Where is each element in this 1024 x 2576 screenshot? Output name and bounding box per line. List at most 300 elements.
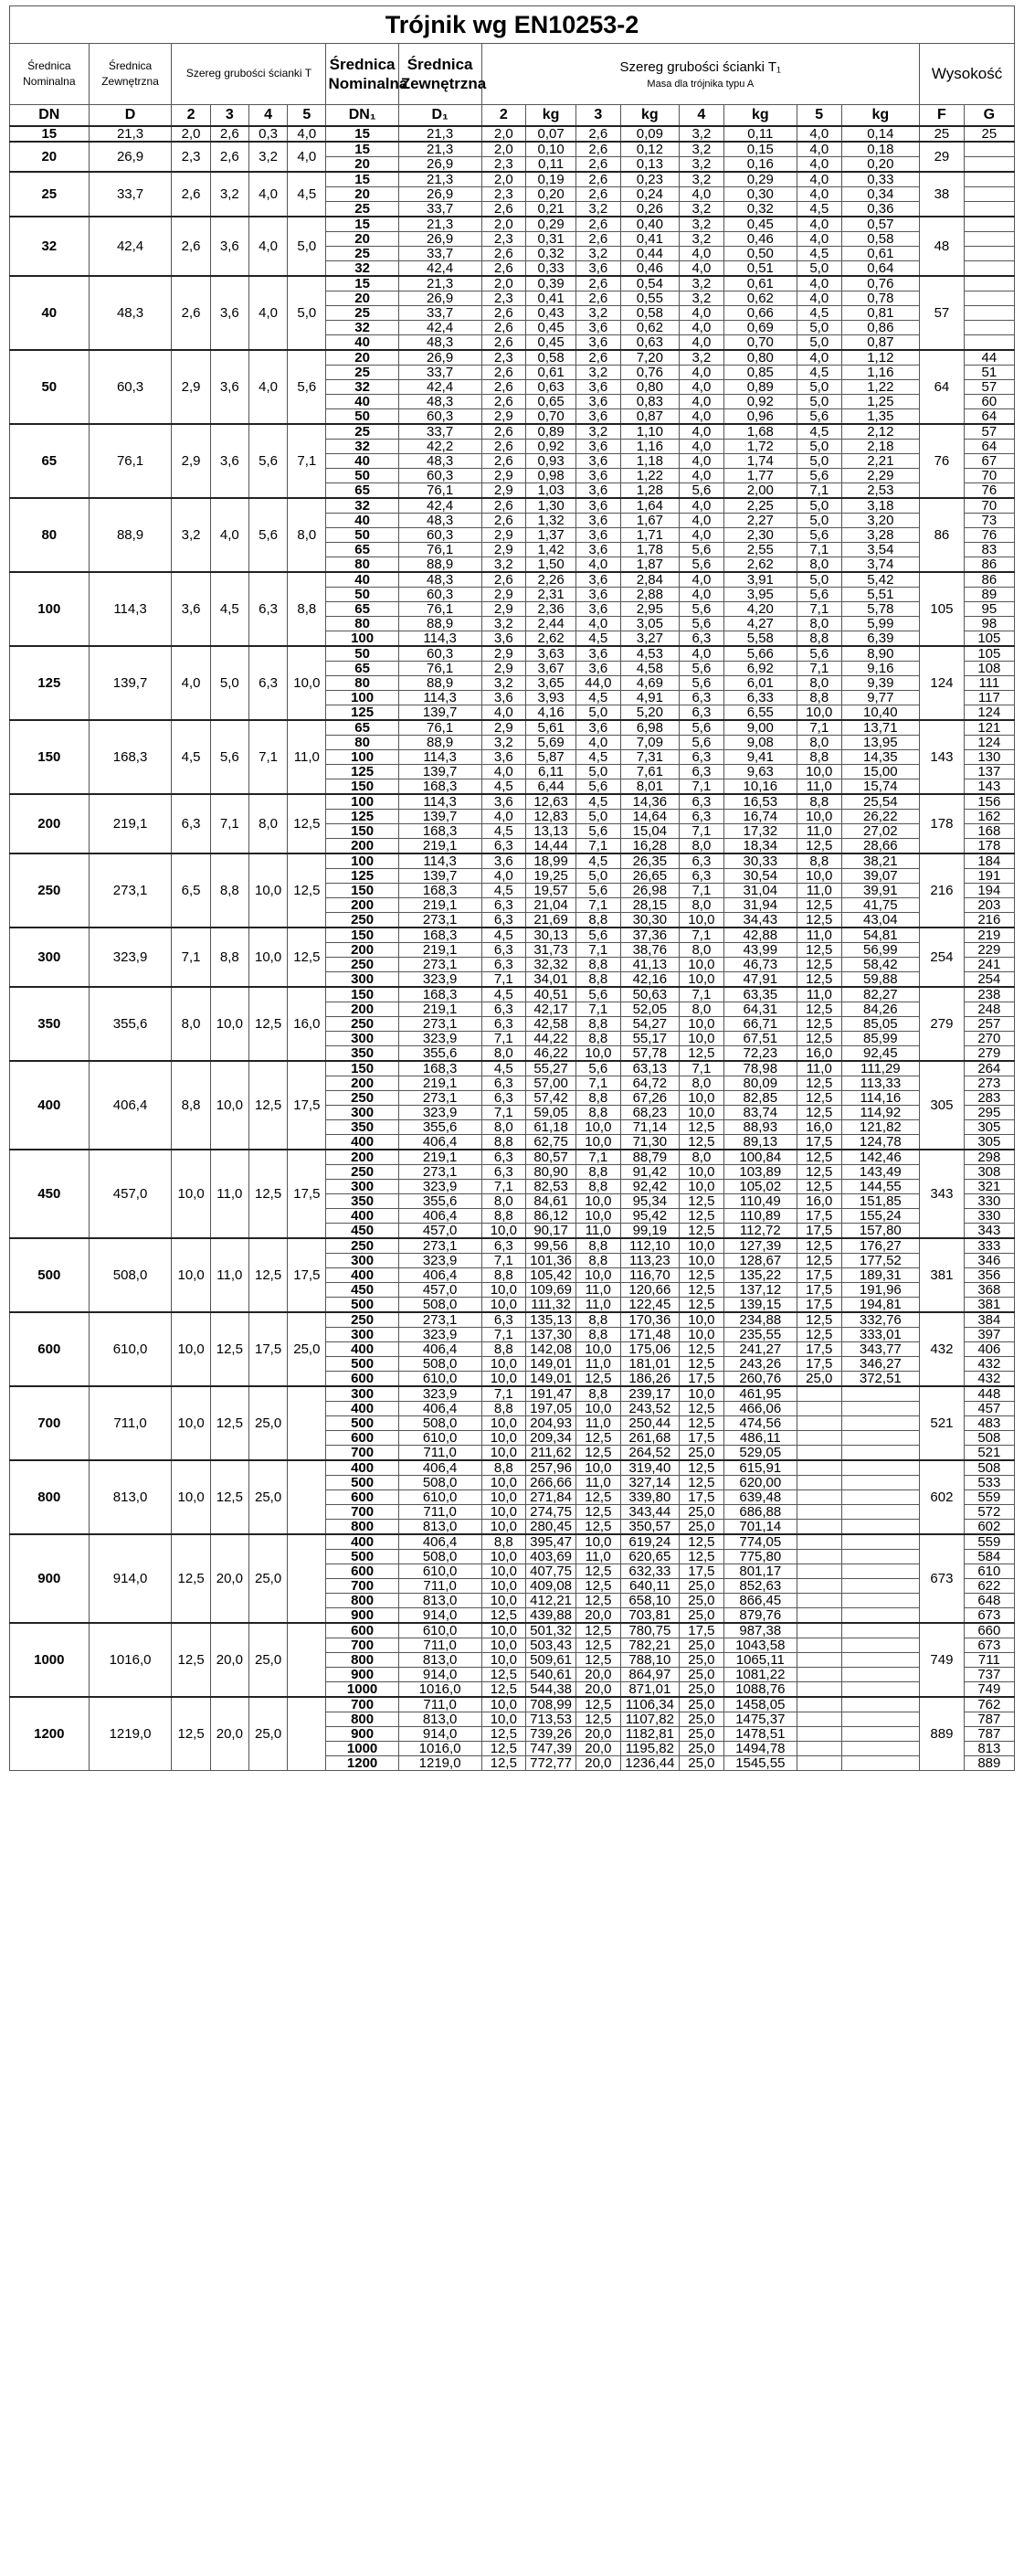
cell-val: 701,14	[723, 1520, 797, 1535]
cell-val: 6,11	[526, 765, 576, 779]
cell-g: 64	[964, 409, 1014, 425]
cell-t4: 4,0	[248, 350, 287, 424]
cell-val: 6,33	[723, 691, 797, 705]
cell-g: 749	[964, 1682, 1014, 1698]
cell-val: 25,0	[680, 1756, 724, 1771]
cell-val: 8,8	[797, 853, 841, 869]
cell-val: 2,6	[576, 350, 621, 366]
cell-val: 21,69	[526, 913, 576, 928]
cell-dn1: 350	[326, 1046, 398, 1062]
cell-val: 12,5	[481, 1756, 526, 1771]
cell-g: 76	[964, 483, 1014, 499]
header-szereg-t1-label: Szereg grubości ścianki T₁	[619, 58, 782, 75]
cell-dn1: 600	[326, 1372, 398, 1387]
cell-g: 305	[964, 1135, 1014, 1150]
cell-val: 7,1	[576, 898, 621, 913]
cell-g: 51	[964, 366, 1014, 380]
cell-val: 11,0	[797, 884, 841, 898]
cell-val: 13,71	[841, 720, 920, 736]
cell-val: 44,22	[526, 1032, 576, 1046]
cell-val: 7,1	[680, 1061, 724, 1076]
cell-val: 10,0	[576, 1268, 621, 1283]
cell-val	[841, 1653, 920, 1668]
col-dn1: DN₁	[326, 105, 398, 127]
cell-val: 3,93	[526, 691, 576, 705]
cell-val: 26,9	[398, 292, 481, 306]
cell-val: 4,0	[576, 617, 621, 631]
cell-val: 1,25	[841, 395, 920, 409]
cell-val: 0,10	[526, 142, 576, 157]
cell-val: 20,0	[576, 1756, 621, 1771]
cell-val: 0,46	[723, 232, 797, 247]
cell-t5: 4,0	[288, 142, 326, 172]
cell-val: 5,0	[576, 869, 621, 884]
cell-val: 10,0	[576, 1534, 621, 1550]
cell-val: 57,78	[620, 1046, 679, 1062]
cell-val: 12,5	[481, 1742, 526, 1756]
table-row	[10, 1150, 1015, 1165]
cell-val: 50,63	[620, 987, 679, 1002]
cell-val: 4,0	[797, 157, 841, 173]
cell-val: 20,0	[576, 1682, 621, 1698]
cell-val: 9,63	[723, 765, 797, 779]
cell-t3: 10,0	[210, 1061, 248, 1150]
cell-val: 135,13	[526, 1312, 576, 1328]
cell-g: 25	[964, 126, 1014, 142]
cell-val: 12,5	[797, 913, 841, 928]
cell-val: 26,98	[620, 884, 679, 898]
cell-dn1: 150	[326, 987, 398, 1002]
cell-g: 889	[964, 1756, 1014, 1771]
cell-val: 12,5	[576, 1505, 621, 1520]
cell-dn: 900	[10, 1534, 90, 1623]
cell-g: 57	[964, 424, 1014, 440]
cell-t2: 7,1	[172, 928, 210, 987]
cell-d: 406,4	[89, 1061, 172, 1150]
cell-val: 6,3	[680, 810, 724, 824]
cell-val: 82,53	[526, 1180, 576, 1194]
cell-val: 10,0	[797, 869, 841, 884]
cell-g: 86	[964, 572, 1014, 588]
cell-val: 2,0	[481, 276, 526, 292]
cell-t4: 3,2	[248, 142, 287, 172]
cell-dn: 250	[10, 853, 90, 928]
cell-t4: 25,0	[248, 1697, 287, 1771]
cell-val: 135,22	[723, 1268, 797, 1283]
cell-val: 155,24	[841, 1209, 920, 1224]
cell-val: 3,91	[723, 572, 797, 588]
cell-val: 0,61	[841, 247, 920, 261]
cell-val: 3,2	[576, 366, 621, 380]
col-t2: 2	[172, 105, 210, 127]
cell-val: 6,3	[481, 1238, 526, 1254]
cell-val: 5,0	[797, 498, 841, 514]
cell-val: 17,5	[797, 1135, 841, 1150]
table-row	[10, 572, 1015, 588]
cell-val: 42,88	[723, 928, 797, 943]
cell-val: 168,3	[398, 987, 481, 1002]
cell-g: 83	[964, 543, 1014, 557]
cell-val: 2,12	[841, 424, 920, 440]
cell-val: 6,3	[481, 898, 526, 913]
cell-val: 6,44	[526, 779, 576, 795]
cell-val: 273,1	[398, 958, 481, 972]
cell-val: 6,3	[680, 869, 724, 884]
table-row	[10, 720, 1015, 736]
cell-val: 406,4	[398, 1460, 481, 1476]
cell-dn: 65	[10, 424, 90, 498]
cell-val: 7,1	[797, 720, 841, 736]
cell-val: 10,0	[481, 1283, 526, 1298]
cell-val: 620,65	[620, 1550, 679, 1564]
cell-val: 4,5	[797, 366, 841, 380]
cell-val: 25,0	[680, 1520, 724, 1535]
cell-dn1: 15	[326, 126, 398, 142]
cell-t5: 12,5	[288, 794, 326, 853]
cell-t4: 12,5	[248, 1061, 287, 1150]
cell-dn1: 65	[326, 662, 398, 676]
cell-f: 29	[920, 142, 965, 172]
table-row	[10, 987, 1015, 1002]
cell-val: 12,5	[680, 1283, 724, 1298]
cell-val: 1545,55	[723, 1756, 797, 1771]
cell-val: 111,32	[526, 1298, 576, 1313]
cell-dn1: 500	[326, 1476, 398, 1490]
cell-val: 12,5	[680, 1476, 724, 1490]
cell-val: 33,7	[398, 366, 481, 380]
cell-val: 3,6	[576, 498, 621, 514]
cell-val: 10,0	[680, 1254, 724, 1268]
cell-val: 6,3	[481, 1002, 526, 1017]
cell-val: 0,34	[841, 187, 920, 202]
cell-val: 2,6	[481, 306, 526, 321]
cell-val: 1,30	[526, 498, 576, 514]
cell-val: 234,88	[723, 1312, 797, 1328]
cell-val: 39,07	[841, 869, 920, 884]
cell-val: 46,73	[723, 958, 797, 972]
cell-t2: 4,5	[172, 720, 210, 794]
cell-g	[964, 247, 1014, 261]
cell-val: 4,53	[620, 646, 679, 662]
cell-val: 619,24	[620, 1534, 679, 1550]
cell-val: 5,6	[680, 602, 724, 617]
cell-val: 11,0	[576, 1416, 621, 1431]
cell-val: 6,3	[680, 631, 724, 647]
cell-t5: 16,0	[288, 987, 326, 1061]
cell-val: 5,0	[797, 440, 841, 454]
cell-t4: 17,5	[248, 1312, 287, 1386]
cell-val: 7,1	[680, 987, 724, 1002]
cell-val: 407,75	[526, 1564, 576, 1579]
cell-val: 12,5	[576, 1372, 621, 1387]
col-c2: 2	[481, 105, 526, 127]
cell-val: 11,0	[797, 1061, 841, 1076]
cell-val: 343,44	[620, 1505, 679, 1520]
cell-val: 42,2	[398, 440, 481, 454]
cell-val	[841, 1608, 920, 1624]
cell-val: 114,3	[398, 853, 481, 869]
cell-val: 8,90	[841, 646, 920, 662]
cell-val: 11,0	[576, 1224, 621, 1239]
cell-val: 10,0	[481, 1579, 526, 1594]
table-row	[10, 126, 1015, 142]
cell-val: 10,0	[680, 1328, 724, 1342]
cell-dn1: 32	[326, 321, 398, 335]
cell-val: 34,01	[526, 972, 576, 988]
cell-val: 7,1	[797, 602, 841, 617]
cell-g: 602	[964, 1520, 1014, 1535]
cell-val: 43,04	[841, 913, 920, 928]
cell-val: 25,0	[680, 1682, 724, 1698]
cell-val: 12,5	[680, 1357, 724, 1372]
cell-val: 149,01	[526, 1372, 576, 1387]
cell-val: 12,5	[576, 1623, 621, 1638]
cell-val: 273,1	[398, 1017, 481, 1032]
cell-val: 90,17	[526, 1224, 576, 1239]
cell-val: 116,70	[620, 1268, 679, 1283]
cell-val: 4,0	[680, 380, 724, 395]
cell-val: 59,05	[526, 1106, 576, 1120]
cell-dn1: 200	[326, 839, 398, 854]
cell-val: 10,40	[841, 705, 920, 721]
cell-d: 76,1	[89, 424, 172, 498]
cell-val: 54,27	[620, 1017, 679, 1032]
cell-val	[797, 1697, 841, 1712]
cell-dn: 1200	[10, 1697, 90, 1771]
cell-t2: 3,6	[172, 572, 210, 646]
cell-g: 67	[964, 454, 1014, 469]
cell-val: 5,6	[576, 779, 621, 795]
cell-val: 239,17	[620, 1386, 679, 1402]
cell-val	[841, 1742, 920, 1756]
cell-val: 9,16	[841, 662, 920, 676]
cell-val: 5,61	[526, 720, 576, 736]
cell-val: 4,0	[797, 292, 841, 306]
cell-val: 4,0	[481, 869, 526, 884]
cell-t5: 10,0	[288, 646, 326, 720]
cell-val: 1,28	[620, 483, 679, 499]
cell-val: 10,0	[481, 1520, 526, 1535]
cell-val: 137,12	[723, 1283, 797, 1298]
cell-t3: 3,2	[210, 172, 248, 217]
cell-t5: 12,5	[288, 853, 326, 928]
cell-val: 48,3	[398, 454, 481, 469]
cell-t3: 12,5	[210, 1460, 248, 1534]
cell-val: 0,46	[620, 261, 679, 277]
cell-val: 30,54	[723, 869, 797, 884]
cell-val: 4,0	[576, 736, 621, 750]
cell-f: 749	[920, 1623, 965, 1697]
cell-f: 38	[920, 172, 965, 217]
cell-val: 60,3	[398, 528, 481, 543]
cell-d: 457,0	[89, 1150, 172, 1238]
cell-t4: 4,0	[248, 172, 287, 217]
cell-val: 1219,0	[398, 1756, 481, 1771]
cell-g: 124	[964, 705, 1014, 721]
cell-f: 343	[920, 1150, 965, 1238]
cell-val: 6,55	[723, 705, 797, 721]
cell-val: 2,53	[841, 483, 920, 499]
cell-t2: 2,6	[172, 276, 210, 350]
cell-val: 10,0	[481, 1416, 526, 1431]
cell-val: 8,0	[680, 1002, 724, 1017]
cell-val: 346,27	[841, 1357, 920, 1372]
cell-val: 88,79	[620, 1150, 679, 1165]
cell-g: 229	[964, 943, 1014, 958]
cell-val: 620,00	[723, 1476, 797, 1490]
cell-val: 114,3	[398, 691, 481, 705]
cell-val: 4,0	[680, 528, 724, 543]
cell-t3: 20,0	[210, 1534, 248, 1623]
cell-val: 0,40	[620, 217, 679, 232]
cell-val: 1478,51	[723, 1727, 797, 1742]
cell-val: 48,3	[398, 572, 481, 588]
cell-val: 333,01	[841, 1328, 920, 1342]
cell-g: 257	[964, 1017, 1014, 1032]
cell-val: 62,75	[526, 1135, 576, 1150]
cell-val: 34,43	[723, 913, 797, 928]
cell-val: 8,8	[797, 691, 841, 705]
cell-d: 168,3	[89, 720, 172, 794]
cell-val: 406,4	[398, 1402, 481, 1416]
cell-t4: 6,3	[248, 646, 287, 720]
cell-g: 98	[964, 617, 1014, 631]
cell-val: 0,15	[723, 142, 797, 157]
cell-dn1: 25	[326, 366, 398, 380]
cell-val: 5,69	[526, 736, 576, 750]
cell-val: 2,6	[481, 440, 526, 454]
cell-g	[964, 157, 1014, 173]
cell-dn1: 700	[326, 1505, 398, 1520]
cell-g: 787	[964, 1712, 1014, 1727]
cell-t2: 10,0	[172, 1150, 210, 1238]
cell-val: 640,11	[620, 1579, 679, 1594]
cell-val: 14,36	[620, 794, 679, 810]
cell-val: 122,45	[620, 1298, 679, 1313]
table-row	[10, 1697, 1015, 1712]
cell-g: 264	[964, 1061, 1014, 1076]
cell-val: 0,58	[841, 232, 920, 247]
cell-val: 10,0	[481, 1564, 526, 1579]
cell-dn1: 32	[326, 498, 398, 514]
cell-val: 273,1	[398, 1238, 481, 1254]
cell-val: 0,45	[526, 321, 576, 335]
cell-val: 10,0	[576, 1342, 621, 1357]
cell-dn: 150	[10, 720, 90, 794]
cell-val: 4,58	[620, 662, 679, 676]
cell-val: 21,3	[398, 126, 481, 142]
cell-val: 95,42	[620, 1209, 679, 1224]
cell-f: 521	[920, 1386, 965, 1460]
cell-dn1: 150	[326, 928, 398, 943]
cell-g: 813	[964, 1742, 1014, 1756]
cell-val: 25,0	[680, 1505, 724, 1520]
cell-val: 10,0	[481, 1372, 526, 1387]
cell-val: 181,01	[620, 1357, 679, 1372]
col-g: G	[964, 105, 1014, 127]
cell-t3: 5,0	[210, 646, 248, 720]
cell-val: 12,5	[797, 1150, 841, 1165]
cell-g: 216	[964, 913, 1014, 928]
cell-val: 191,96	[841, 1283, 920, 1298]
cell-t2: 3,2	[172, 498, 210, 572]
cell-val: 0,87	[841, 335, 920, 351]
cell-val: 12,5	[576, 1638, 621, 1653]
cell-g: 610	[964, 1564, 1014, 1579]
cell-g: 70	[964, 469, 1014, 483]
cell-val: 5,6	[797, 469, 841, 483]
cell-val: 1,77	[723, 469, 797, 483]
cell-val: 25,0	[680, 1697, 724, 1712]
cell-dn1: 400	[326, 1209, 398, 1224]
cell-dn1: 20	[326, 350, 398, 366]
cell-val: 33,7	[398, 247, 481, 261]
cell-g: 270	[964, 1032, 1014, 1046]
cell-val: 5,0	[797, 321, 841, 335]
cell-val: 1016,0	[398, 1742, 481, 1756]
cell-g	[964, 187, 1014, 202]
cell-val: 4,0	[680, 409, 724, 425]
cell-val: 6,39	[841, 631, 920, 647]
cell-val: 3,6	[481, 853, 526, 869]
cell-val	[797, 1638, 841, 1653]
cell-t5	[288, 1386, 326, 1460]
cell-d: 139,7	[89, 646, 172, 720]
table-row	[10, 350, 1015, 366]
cell-dn: 32	[10, 217, 90, 276]
cell-val: 54,81	[841, 928, 920, 943]
cell-dn1: 900	[326, 1608, 398, 1624]
cell-val: 80,57	[526, 1150, 576, 1165]
cell-val: 8,0	[680, 898, 724, 913]
cell-val: 8,0	[481, 1194, 526, 1209]
cell-val: 529,05	[723, 1446, 797, 1461]
cell-val: 8,8	[576, 1386, 621, 1402]
cell-val: 2,0	[481, 217, 526, 232]
cell-val: 0,62	[620, 321, 679, 335]
cell-val: 711,0	[398, 1505, 481, 1520]
cell-val: 30,30	[620, 913, 679, 928]
cell-val: 461,95	[723, 1386, 797, 1402]
cell-val: 26,9	[398, 157, 481, 173]
cell-val: 4,0	[797, 142, 841, 157]
cell-val: 5,51	[841, 588, 920, 602]
cell-val: 2,6	[481, 572, 526, 588]
cell-dn1: 25	[326, 202, 398, 217]
cell-val: 2,3	[481, 292, 526, 306]
cell-t2: 10,0	[172, 1238, 210, 1312]
cell-val: 2,6	[481, 454, 526, 469]
cell-val	[841, 1579, 920, 1594]
cell-dn1: 15	[326, 142, 398, 157]
cell-val: 7,1	[481, 1254, 526, 1268]
cell-val: 0,31	[526, 232, 576, 247]
cell-val: 7,1	[797, 483, 841, 499]
cell-val: 3,2	[481, 557, 526, 573]
cell-dn: 800	[10, 1460, 90, 1534]
cell-val: 4,0	[680, 514, 724, 528]
cell-val: 0,69	[723, 321, 797, 335]
cell-val: 10,0	[576, 1120, 621, 1135]
cell-val: 20,0	[576, 1727, 621, 1742]
cell-val: 3,6	[576, 440, 621, 454]
cell-val: 0,58	[620, 306, 679, 321]
cell-dn1: 500	[326, 1298, 398, 1313]
cell-val: 1,68	[723, 424, 797, 440]
cell-val: 2,6	[576, 142, 621, 157]
cell-val: 6,3	[481, 839, 526, 854]
cell-val: 211,62	[526, 1446, 576, 1461]
